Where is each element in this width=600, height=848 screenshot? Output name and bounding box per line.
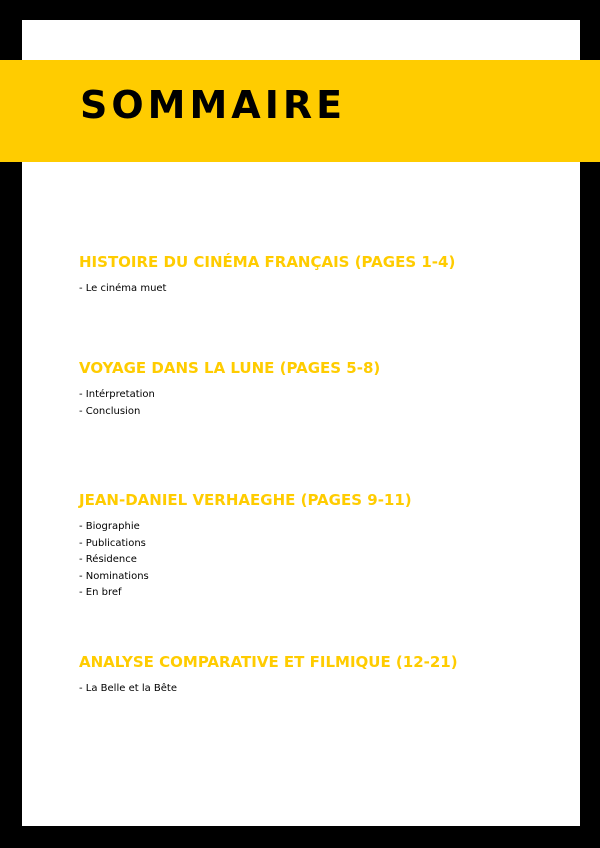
list-item: - Résidence <box>79 554 137 565</box>
list-item: - Intérpretation <box>79 389 155 400</box>
list-item: - En bref <box>79 587 122 598</box>
section-items <box>79 281 455 298</box>
section-items <box>79 681 458 698</box>
list-item: - Le cinéma muet <box>79 283 167 294</box>
section-items <box>79 387 380 420</box>
toc-section-verhaeghe <box>79 491 412 602</box>
list-item: - Biographie <box>79 521 140 532</box>
page-title: SOMMAIRE <box>80 83 347 127</box>
section-heading: VOYAGE DANS LA LUNE (PAGES 5-8) <box>79 359 381 377</box>
list-item: - La Belle et la Bête <box>79 683 177 694</box>
list-item: - Publications <box>79 537 146 549</box>
section-items <box>79 519 412 602</box>
toc-section-analyse <box>79 653 458 698</box>
section-heading: JEAN-DANIEL VERHAEGHE (PAGES 9-11) <box>79 491 412 509</box>
toc-section-voyage <box>79 359 380 420</box>
list-item: - Nominations <box>79 570 149 582</box>
section-heading: ANALYSE COMPARATIVE ET FILMIQUE (12-21) <box>79 653 458 671</box>
list-item: - Conclusion <box>79 405 141 417</box>
toc-section-histoire <box>79 253 455 298</box>
section-heading: HISTOIRE DU CINÉMA FRANÇAIS (PAGES 1-4) <box>79 253 456 271</box>
